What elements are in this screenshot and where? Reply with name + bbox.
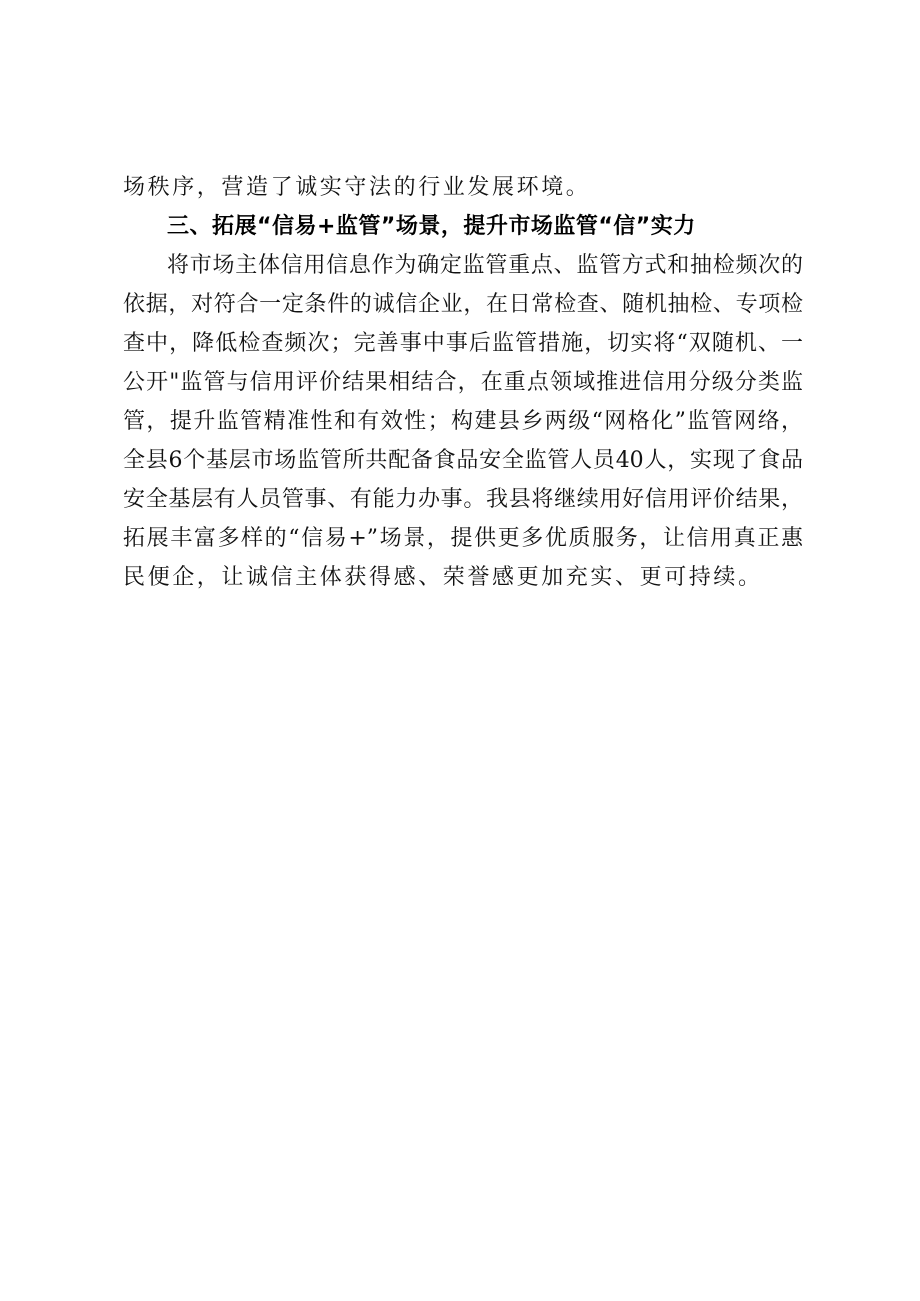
paragraph-line: 将市场主体信用信息作为确定监管重点、监管方式和抽检频次的 <box>167 253 803 278</box>
paragraph-line: 安全基层有人员管事、有能力办事。我县将继续用好信用评价结果， <box>123 487 803 512</box>
paragraph-line: 公开"监管与信用评价结果相结合，在重点领域推进信用分级分类监 <box>123 370 803 395</box>
paragraph-line: 拓展丰富多样的“信易+”场景，提供更多优质服务，让信用真正惠 <box>123 526 803 551</box>
section-heading: 三、拓展“信易+监管”场景，提升市场监管“信”实力 <box>167 214 696 239</box>
paragraph-line: 管，提升监管精准性和有效性；构建县乡两级“网格化”监管网络， <box>123 409 803 434</box>
document-body <box>123 168 803 597</box>
paragraph-line: 场秩序，营造了诚实守法的行业发展环境。 <box>123 175 591 200</box>
paragraph-line: 查中，降低检查频次；完善事中事后监管措施，切实将“双随机、一 <box>123 331 803 356</box>
paragraph-line: 全县6个基层市场监管所共配备食品安全监管人员40人，实现了食品 <box>123 448 803 473</box>
paragraph-line: 依据，对符合一定条件的诚信企业，在日常检查、随机抽检、专项检 <box>123 292 803 317</box>
paragraph-line: 民便企，让诚信主体获得感、荣誉感更加充实、更可持续。 <box>123 565 763 590</box>
